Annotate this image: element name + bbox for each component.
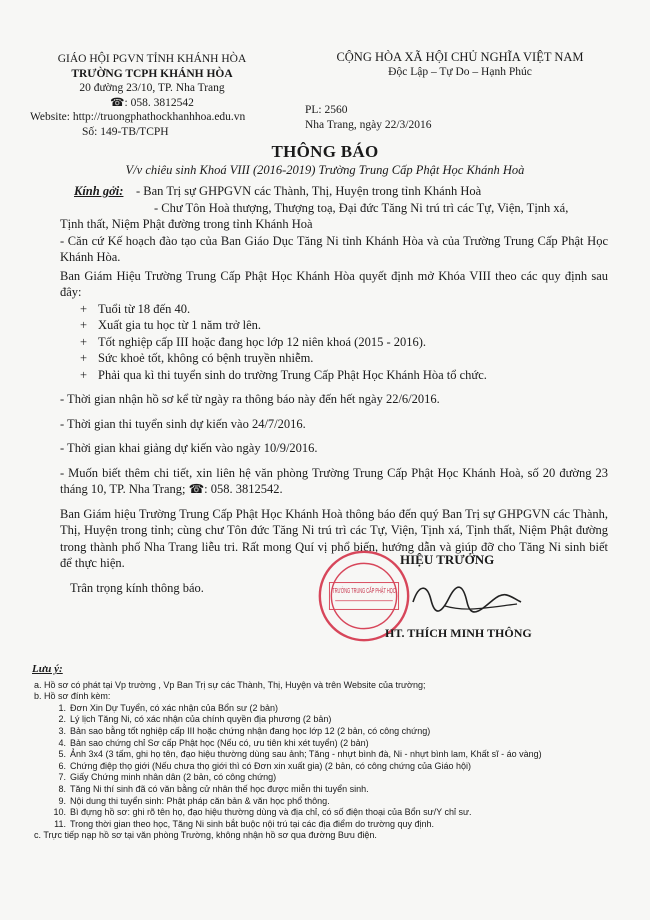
signatory-title: HIỆU TRƯỞNG: [400, 552, 495, 567]
document-item-text: Bì đựng hồ sơ: ghi rõ tên họ, đạo hiệu thường dùng và địa chỉ, có số điện thoại của Bổn sư/Y chỉ sư.: [70, 807, 472, 818]
document-item: 7. Giấy Chứng minh nhân dân (2 bản, có công chứng): [58, 772, 277, 783]
document-item: 9. Nội dung thi tuyển sinh: Phật pháp căn bản & văn học phổ thông.: [58, 795, 330, 806]
issuer-school: TRƯỜNG TCPH KHÁNH HÒA: [71, 67, 233, 80]
recipients-block: [60, 183, 608, 216]
document-item-text: Lý lịch Tăng Ni, có xác nhận của chính quyền địa phương (2 bản): [70, 714, 332, 725]
note-c: c. Trực tiếp nạp hồ sơ tại văn phòng Trường, không nhận hồ sơ qua đường Bưu điện.: [34, 830, 377, 841]
document-item: 8. Tăng Ni thí sinh đã có văn bằng cử nhân thế học được miễn thi tuyển sinh.: [58, 783, 369, 794]
document-title: THÔNG BÁO: [271, 142, 379, 161]
national-motto: Độc Lập – Tự Do – Hạnh Phúc: [388, 66, 532, 78]
document-item: 1. Đơn Xin Dự Tuyển, có xác nhận của Bổn sư (2 bản): [58, 702, 279, 713]
document-item-text: Nội dung thi tuyển sinh: Phật pháp căn bản & văn học phổ thông.: [70, 795, 330, 806]
issuer-block: [22, 52, 282, 139]
condition-item: [80, 334, 608, 351]
opening-paragraph: - Thời gian khai giảng dự kiến vào ngày 10/9/2016.: [60, 441, 318, 455]
document-number: Số: 149-TB/TCPH: [82, 125, 169, 138]
recipient-line: - Chư Tôn Hoà thượng, Thượng toạ, Đại đức Tăng Ni trú trì các Tự, Viện, Tịnh xá,: [154, 200, 569, 215]
document-body: [60, 183, 608, 596]
recipients-list: [132, 183, 608, 216]
document-item: 10. Bì đựng hồ sơ: ghi rõ tên họ, đạo hiệu thường dùng và địa chỉ, có số điện thoại của Bổn sư/Y chỉ sư.: [53, 807, 472, 818]
condition-text: Phải qua kì thi tuyển sinh do trường Trung Cấp Phật Học Khánh Hòa tổ chức.: [98, 367, 487, 382]
condition-mark: +: [80, 318, 88, 332]
issuer-phone: ☎: 058. 3812542: [110, 96, 194, 109]
document-item-text: Đơn Xin Dự Tuyển, có xác nhận của Bổn sư (2 bản): [70, 702, 279, 713]
condition-text: Tuổi từ 18 đến 40.: [98, 301, 191, 316]
exam-paragraph: - Thời gian thi tuyển sinh dự kiến vào 24/7/2016.: [60, 416, 306, 431]
required-documents-list: [32, 703, 632, 831]
recipient-line: Tịnh thất, Niệm Phật đường trong tỉnh Khánh Hoà: [60, 217, 313, 231]
condition-text: Tốt nghiệp cấp III hoặc đang học lớp 12 niên khoá (2015 - 2016).: [98, 334, 427, 349]
condition-item: [80, 301, 608, 318]
condition-mark: +: [80, 351, 88, 365]
document-item-text: Ảnh 3x4 (3 tấm, ghi họ tên, đạo hiệu thường dùng sau ảnh; Tăng - nhựt bình đà, Ni - nhựt bình lam, Khất sĩ - áo vàng): [70, 749, 542, 760]
issue-date: Nha Trang, ngày 22/3/2016: [305, 119, 432, 131]
condition-mark: +: [80, 367, 88, 382]
conditions-list: [80, 301, 608, 384]
signatory-name: HT. THÍCH MINH THÔNG: [385, 626, 532, 640]
recipient-line: - Ban Trị sự GHPGVN các Thành, Thị, Huyện trong tỉnh Khánh Hoà: [136, 184, 482, 198]
closing-line: Trân trọng kính thông báo.: [70, 580, 204, 595]
condition-text: Sức khoẻ tốt, không có bệnh truyền nhiễm.: [98, 351, 314, 365]
condition-item: [80, 350, 608, 367]
contact-paragraph: - Muốn biết thêm chi tiết, xin liên hệ văn phòng Trường Trung Cấp Phật Học Khánh Hoà, số 20 đường 23 tháng 10, TP. Nha Trang; ☎: 058. 3812542.: [60, 465, 608, 496]
decision-paragraph: Ban Giám Hiệu Trường Trung Cấp Phật Học Khánh Hòa quyết định mở Khóa VIII theo các quy định sau đây:: [60, 268, 608, 299]
document-item-text: Bản sao chứng chỉ Sơ cấp Phật học (Nếu có, ưu tiên khi xét tuyển) (2 bản): [70, 737, 369, 748]
issuer-org: GIÁO HỘI PGVN TỈNH KHÁNH HÒA: [57, 53, 247, 65]
document-item: 4. Bản sao chứng chỉ Sơ cấp Phật học (Nếu có, ưu tiên khi xét tuyển) (2 bản): [58, 737, 369, 748]
seal-text: TRƯỜNG TRUNG CẤP PHẬT HỌC: [332, 586, 456, 596]
document-item-text: Bản sao bằng tốt nghiệp cấp III hoặc chứng nhận đang học lớp 12 (2 bản, có công chứng): [70, 725, 431, 736]
document-item-text: Trong thời gian theo học, Tăng Ni sinh bắt buộc nội trú tại các địa điểm do trường quy định.: [70, 818, 435, 829]
condition-text: Xuất gia tu học từ 1 năm trở lên.: [98, 318, 262, 332]
condition-item: [80, 317, 608, 334]
document-item: 3. Bản sao bằng tốt nghiệp cấp III hoặc chứng nhận đang học lớp 12 (2 bản, có công chứng): [58, 725, 431, 736]
note-b: b. Hồ sơ đính kèm:: [34, 691, 111, 702]
document-item-text: Chứng điệp thọ giới (Nếu chưa thọ giới thì có Đơn xin xuất gia) (2 bản, có công chứng của Giáo hội): [70, 760, 471, 771]
recipients-label: Kính gởi:: [74, 184, 124, 198]
issuer-website: Website: http://truongphathockhanhhoa.edu.vn: [30, 111, 246, 123]
buddhist-year: PL: 2560: [305, 104, 348, 116]
notes-section: [32, 664, 632, 842]
document-item: 6. Chứng điệp thọ giới (Nếu chưa thọ giới thì có Đơn xin xuất gia) (2 bản, có công chứng của Giáo hội): [58, 760, 471, 771]
issuer-address: 20 đường 23/10, TP. Nha Trang: [79, 82, 225, 94]
document-item-text: Giấy Chứng minh nhân dân (2 bản, có công chứng): [70, 772, 277, 783]
basis-paragraph: - Căn cứ Kế hoạch đào tạo của Ban Giáo Dục Tăng Ni tỉnh Khánh Hòa và của Trường Trung Cấp Phật Học Khánh Hòa.: [60, 233, 608, 264]
document-subtitle: V/v chiêu sinh Khoá VIII (2016-2019) Trường Trung Cấp Phật Học Khánh Hoà: [125, 163, 525, 177]
notes-heading: Lưu ý:: [32, 663, 63, 675]
nation-name: CỘNG HÒA XÃ HỘI CHỦ NGHĨA VIỆT NAM: [336, 50, 584, 64]
condition-item: [80, 367, 608, 384]
document-item: 2. Lý lịch Tăng Ni, có xác nhận của chính quyền địa phương (2 bản): [58, 714, 332, 725]
handwritten-signature: [405, 578, 525, 618]
condition-mark: +: [80, 301, 88, 316]
document-item: 5. Ảnh 3x4 (3 tấm, ghi họ tên, đạo hiệu thường dùng sau ảnh; Tăng - nhựt bình đà, Ni - nhựt bình lam, Khất sĩ - áo vàng): [58, 749, 542, 760]
national-header: [305, 50, 615, 133]
condition-mark: +: [80, 334, 88, 349]
announcement-paragraph: Ban Giám hiệu Trường Trung Cấp Phật Học Khánh Hoà thông báo đến quý Ban Trị sự GHPGVN các Thành, Thị, Huyện trong tỉnh; cùng chư Tôn đức Tăng Ni trú trì các Tự, Viện, Tịnh xá, Tịnh thất, Niệm Phật đường trong thành phố Nha Trang liễu tri. Rất mong Quí vị phổ biến, hướng dẫn và giúp đỡ cho Tăng Ni sinh biết để thực hiện.: [60, 506, 608, 570]
deadline-paragraph: - Thời gian nhận hồ sơ kể từ ngày ra thông báo này đến hết ngày 22/6/2016.: [60, 392, 440, 406]
document-item-text: Tăng Ni thí sinh đã có văn bằng cử nhân thế học được miễn thi tuyển sinh.: [70, 783, 369, 794]
note-a: a. Hồ sơ có phát tại Vp trường , Vp Ban Trị sự các Thành, Thị, Huyện và trên Website của trường;: [34, 679, 426, 690]
document-item: 11. Trong thời gian theo học, Tăng Ni sinh bắt buộc nội trú tại các địa điểm do trường quy định.: [54, 818, 435, 829]
